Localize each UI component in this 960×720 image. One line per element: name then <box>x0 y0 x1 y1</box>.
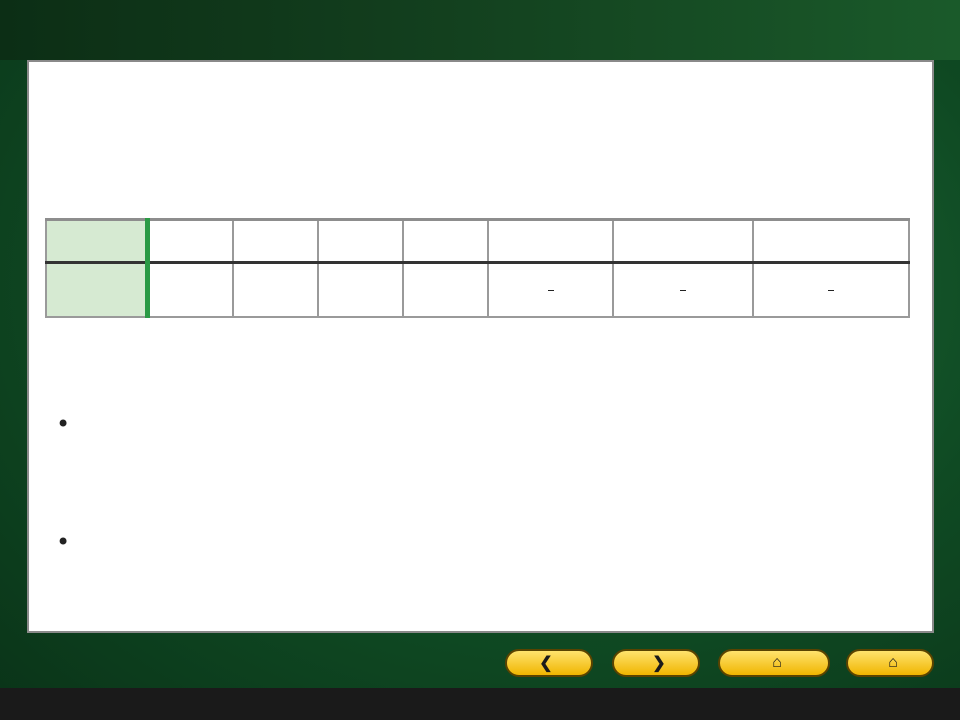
value-cell <box>613 263 753 318</box>
row-header-power <box>46 220 148 263</box>
bullet-dot: • <box>56 528 71 556</box>
value-cell <box>488 263 613 318</box>
bullet-divide <box>56 406 836 442</box>
power-cell <box>613 220 753 263</box>
power-cell <box>403 220 488 263</box>
fraction <box>548 290 554 291</box>
value-cell <box>753 263 909 318</box>
bullet-dot: • <box>56 410 71 438</box>
table-row-power <box>46 220 909 263</box>
power-cell <box>488 220 613 263</box>
table-row-value <box>46 263 909 318</box>
home-icon: ⌂ <box>772 654 782 671</box>
fraction <box>680 290 686 291</box>
value-cell <box>148 263 234 318</box>
bullet-multiply <box>56 524 846 560</box>
power-cell <box>753 220 909 263</box>
power-cell <box>233 220 318 263</box>
power-cell <box>148 220 234 263</box>
home-icon: ⌂ <box>888 654 898 671</box>
row-header-value <box>46 263 148 318</box>
next-button[interactable] <box>612 649 700 677</box>
chevron-left-icon: ❮ <box>539 655 553 672</box>
value-cell <box>233 263 318 318</box>
fraction <box>828 290 834 291</box>
chevron-right-icon: ❯ <box>652 655 666 672</box>
value-cell <box>403 263 488 318</box>
value-cell <box>318 263 403 318</box>
power-cell <box>318 220 403 263</box>
preview-button[interactable] <box>718 649 830 677</box>
footer-bar <box>0 688 960 720</box>
powers-table <box>45 218 910 318</box>
main-button[interactable] <box>846 649 934 677</box>
back-button[interactable] <box>505 649 593 677</box>
